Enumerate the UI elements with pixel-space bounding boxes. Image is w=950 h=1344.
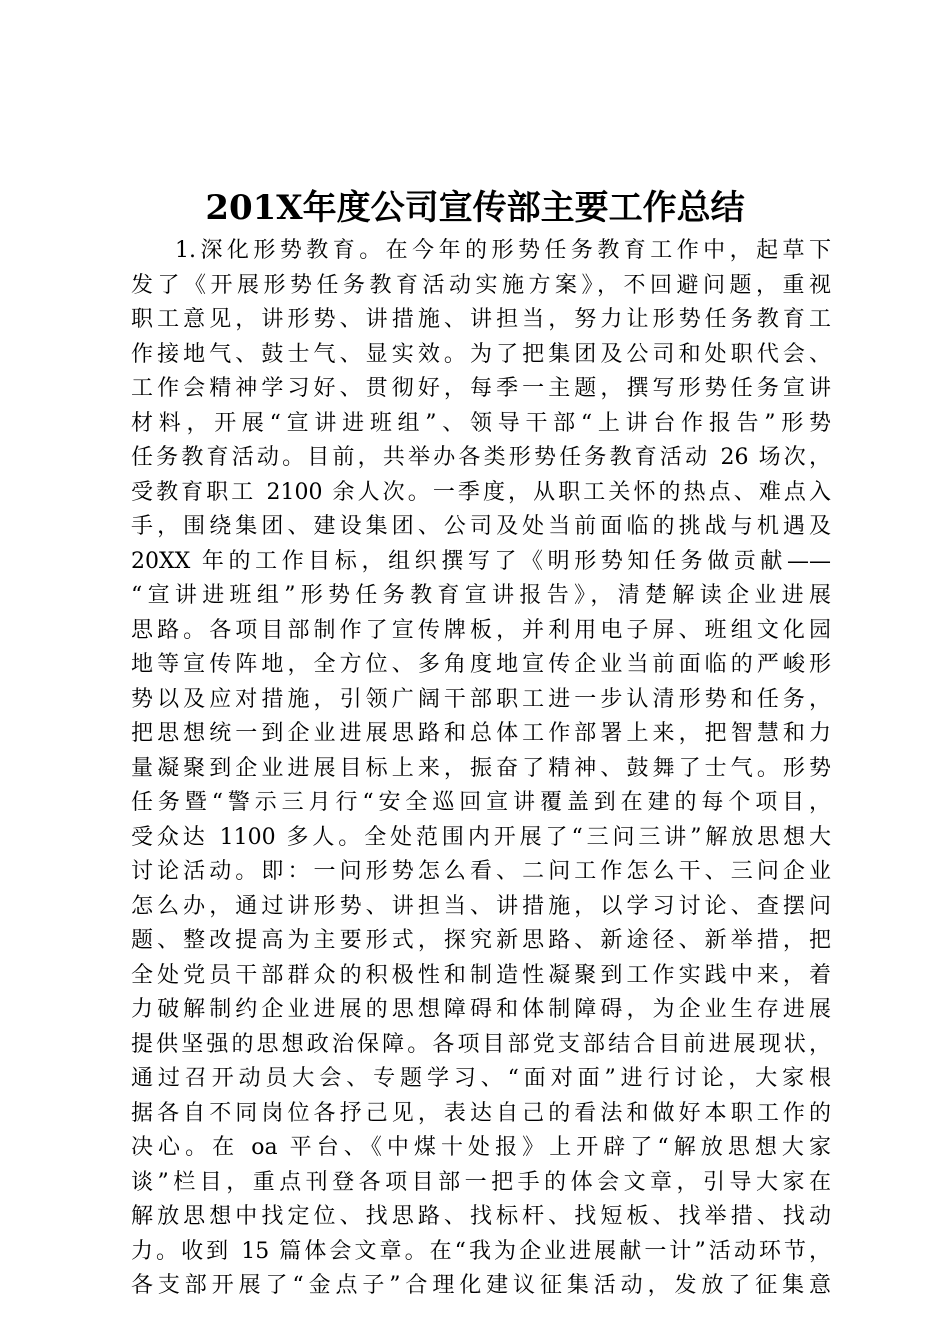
paragraph-line: 谈”栏目，重点刊登各项目部一把手的体会文章，引导大家在 <box>131 1169 831 1195</box>
paragraph-line: 发了《开展形势任务教育活动实施方案》，不回避问题，重视 <box>131 272 831 298</box>
paragraph-line: 任务暨“警示三月行“安全巡回宣讲覆盖到在建的每个项目， <box>131 790 831 815</box>
paragraph-line: 材料，开展“宣讲进班组”、领导干部“上讲台作报告”形势 <box>131 410 831 436</box>
paragraph-line: 地等宣传阵地，全方位、多角度地宣传企业当前面临的严峻形 <box>131 652 831 677</box>
paragraph-line: 各支部开展了“金点子”合理化建议征集活动，发放了征集意 <box>131 1273 831 1298</box>
paragraph-line: 讨论活动。即：一问形势怎么看、二问工作怎么干、三问企业 <box>131 859 831 884</box>
paragraph-line: 任务教育活动。目前，共举办各类形势任务教育活动 26 场次， <box>131 445 831 470</box>
paragraph-line: 据各自不同岗位各抒己见，表达自己的看法和做好本职工作的 <box>131 1100 831 1126</box>
paragraph-line: 20XX 年的工作目标，组织撰写了《明形势知任务做贡献—— <box>131 548 831 574</box>
paragraph-line: 题、整改提高为主要形式，探究新思路、新途径、新举措，把 <box>131 928 831 953</box>
paragraph-line: “宣讲进班组”形势任务教育宣讲报告》，清楚解读企业进展 <box>131 583 831 608</box>
paragraph-line: 作接地气、鼓士气、显实效。为了把集团及公司和处职代会、 <box>131 341 831 367</box>
paragraph-line: 全处党员干部群众的积极性和制造性凝聚到工作实践中来，着 <box>131 962 831 988</box>
paragraph-line: 量凝聚到企业进展目标上来，振奋了精神、鼓舞了士气。形势 <box>131 755 831 781</box>
paragraph-line: 思路。各项目部制作了宣传牌板，并利用电子屏、班组文化园 <box>131 617 831 643</box>
paragraph-line: 通过召开动员大会、专题学习、“面对面”进行讨论，大家根 <box>131 1066 831 1091</box>
paragraph-line: 提供坚强的思想政治保障。各项目部党支部结合目前进展现状， <box>131 1031 831 1057</box>
paragraph-line: 决心。在 oa 平台、《中煤十处报》上开辟了“解放思想大家 <box>131 1135 831 1160</box>
paragraph-line: 力破解制约企业进展的思想障碍和体制障碍，为企业生存进展 <box>131 997 831 1022</box>
paragraph-line: 解放思想中找定位、找思路、找标杆、找短板、找举措、找动 <box>131 1204 831 1229</box>
paragraph-line: 受众达 1100 多人。全处范围内开展了“三问三讲”解放思想大 <box>131 824 831 850</box>
paragraph-line: 手，围绕集团、建设集团、公司及处当前面临的挑战与机遇及 <box>131 514 831 539</box>
paragraph-line: 怎么办，通过讲形势、讲担当、讲措施，以学习讨论、查摆问 <box>131 893 831 919</box>
paragraph-line: 1.深化形势教育。在今年的形势任务教育工作中，起草下 <box>175 238 831 263</box>
paragraph-line: 职工意见，讲形势、讲措施、讲担当，努力让形势任务教育工 <box>131 307 831 332</box>
paragraph-line: 力。收到 15 篇体会文章。在“我为企业进展献一计”活动环节， <box>131 1238 831 1264</box>
document-title: 201X年度公司宣传部主要工作总结 <box>205 188 745 228</box>
document-body <box>131 234 831 1304</box>
paragraph-line: 把思想统一到企业进展思路和总体工作部署上来，把智慧和力 <box>131 721 831 746</box>
paragraph-line: 势以及应对措施，引领广阔干部职工进一步认清形势和任务， <box>131 686 831 712</box>
paragraph-line: 受教育职工 2100 余人次。一季度，从职工关怀的热点、难点入 <box>131 479 831 505</box>
paragraph-line: 工作会精神学习好、贯彻好，每季一主题，撰写形势任务宣讲 <box>131 376 831 401</box>
